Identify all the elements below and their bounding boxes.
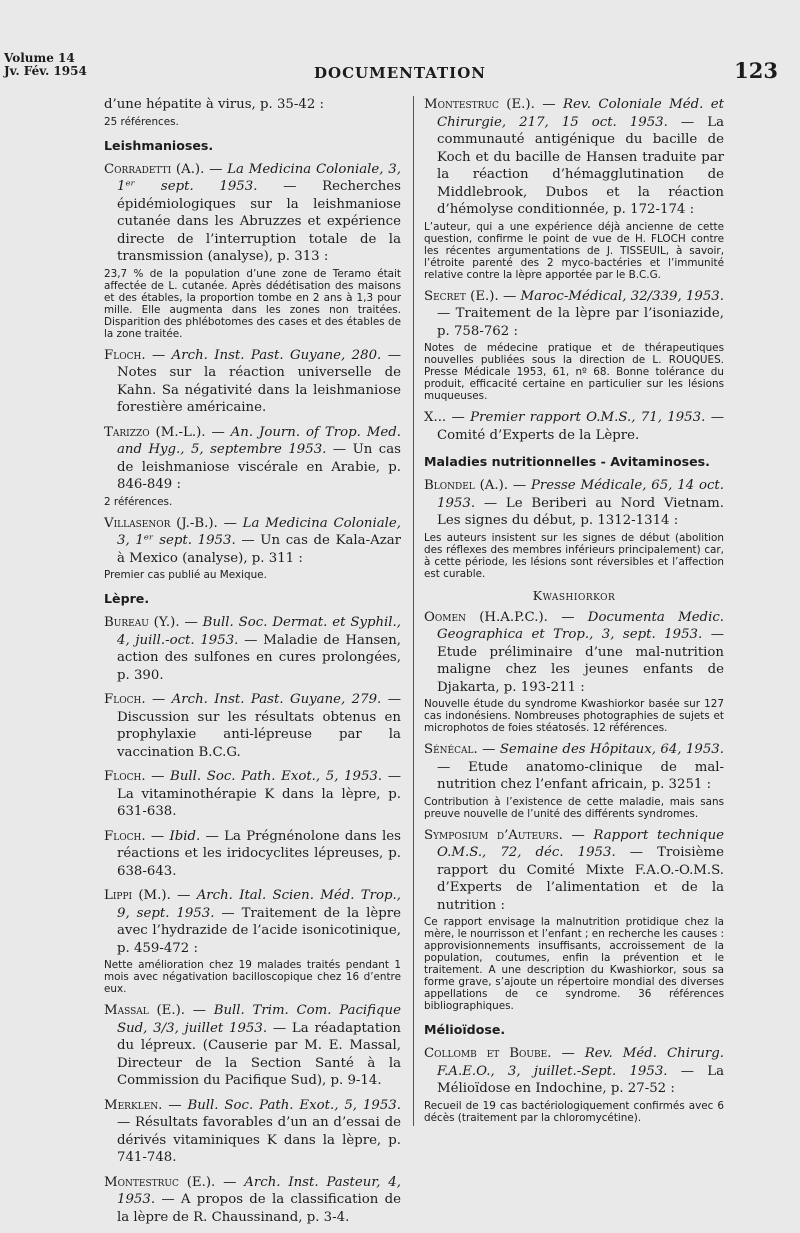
journal-reference: — La Medicina Coloniale, 3, 1ᵉʳ sept. 1953. [117,515,401,548]
article-title: — La Mélioïdose en Indochine, p. 27-52 : [437,1063,725,1096]
journal-reference: — Arch. Ital. Scien. Méd. Trop., 9, sept. 1953. [117,888,401,921]
journal-reference: — Arch. Inst. Past. Guyane, 280. [151,347,382,363]
citation [104,424,401,494]
author-name: Lippi (M.). [104,888,171,903]
citation [104,828,401,881]
citation [104,96,401,114]
journal-reference: — Bull. Soc. Path. Exot., 5, 1953. [168,1097,401,1113]
article-title: — La Prégnénolone dans les réactions et les iridocyclites lépreuses, p. 638-643. [117,828,401,879]
bibliography-entry [104,96,401,128]
citation [104,347,401,417]
bibliography-entry [424,609,724,735]
citation [424,288,724,341]
journal-reference: — Rev. Coloniale Méd. et Chirurgie, 217, 15 oct. 1953. [437,97,724,130]
author-name: Sénécal. [424,742,478,757]
citation [424,96,724,219]
citation [104,887,401,957]
article-title: — Etude anatomo-clinique de mal-nutrition chez l’enfant africain, p. 3251 : [437,759,724,792]
section-heading: Maladies nutritionnelles - Avitaminoses. [424,454,710,469]
journal-reference: — Bull. Trim. Com. Pacifique Sud, 3/3, juillet 1953. [117,1003,401,1036]
author-name: Floch. [104,828,146,844]
abstract-note: 25 références. [104,115,179,128]
abstract-note: 2 références. [104,495,173,508]
journal-reference: — Arch. Inst. Past. Guyane, 279. [151,692,382,707]
abstract-note: L’auteur, qui a une expérience déjà ancienne de cette question, confirme le point de vue de H. FLOCH contre les récentes argumentations de J. TISSEUIL, à savoir, l’étroite parenté des 2 myco-bactéries et l’immunité relative contre la lèpre apportée par le B.C.G. [424,220,724,281]
bibliography-entry [424,1045,724,1124]
section-heading: Lèpre. [104,591,150,606]
article-title: — Le Beriberi au Nord Vietnam. Les signes du début, p. 1312-1314 : [437,495,725,528]
citation [424,477,724,530]
section-subheading: Kwashiorkor [532,587,616,603]
article-title: — Traitement de la lèpre avec l’hydrazide de l’acide isonicotinique, p. 459-472 : [117,905,401,956]
author-name: Oomen (H.A.P.C.). [424,609,548,625]
right-column [424,96,724,1131]
citation [104,614,401,684]
journal-reference: — Presse Médicale, 65, 14 oct. 1953. [437,478,724,511]
article-title: — Troisième rapport du Comité Mixte F.A.O.-O.M.S. d’Experts de l’alimentation et de la nutrition : [437,845,724,913]
article-title: — Etude préliminaire d’une mal-nutrition maligne chez les jeunes enfants de Djakarta, p. 193-211 : [437,627,724,695]
abstract-note: Nouvelle étude du syndrome Kwashiorkor basée sur 127 cas indonésiens. Nombreuses photographies de sujets et microphotos de foies stéatosés. 12 références. [424,698,724,734]
citation [104,1174,401,1227]
journal-reference: — Semaine des Hôpitaux, 64, 1953. [482,742,724,757]
author-name: X... [424,410,447,425]
author-name: Montestruc (E.). [104,1174,216,1190]
abstract-note: Ce rapport envisage la malnutrition protidique chez la mère, le nourrisson et l’enfant ; en recherche les causes : approvisionnements insuffisants, accroissement de la population, coutumes, enfin la prévention et le traitement. A une description du Kwashiorkor, sous sa forme grave, s’ajoute un répertoire mondial des diverses appellations de ce syndrome. 36 références bibliographiques. [424,916,724,1012]
citation [424,1045,724,1098]
citation [104,691,401,761]
author-name: Secret (E.). [424,288,499,304]
abstract-note: 23,7 % de la population d’une zone de Teramo était affectée de L. cutanée. Après dédétisation des maisons et des étables, la proportion tombe en 2 ans à 1,3 pour mille. Elle augmenta dans les zones non traitées. Disparition des phlébotomes des cases et des étables de la zone traitée. [104,267,401,340]
left-column [104,96,401,1233]
citation [104,515,401,568]
bibliography-entry [104,1002,401,1090]
journal-reference: — Rapport technique O.M.S., 72, déc. 1953. [437,827,724,860]
section-heading: Mélioïdose. [424,1022,506,1037]
article-title: — La vitaminothérapie K dans la lèpre, p. 631-638. [117,769,401,819]
citation [104,1097,401,1167]
author-name: Collomb et Boube. [424,1046,552,1061]
bibliography-entry [104,1174,401,1227]
citation [424,741,724,794]
journal-reference: — Bull. Soc. Dermat. et Syphil., 4, juill.-oct. 1953. [117,615,401,648]
bibliography-entry [104,768,401,821]
author-name: Bureau (Y.). [104,615,180,630]
author-name: Floch. [104,769,146,784]
bibliography-entry [104,515,401,582]
journal-reference: — Premier rapport O.M.S., 71, 1953. [451,410,706,425]
author-name: Blondel (A.). [424,478,509,493]
article-title: — Traitement de la lèpre par l’isoniazide, p. 758-762 : [437,306,724,339]
running-title: DOCUMENTATION [314,64,486,82]
article-title: — Comité d’Experts de la Lèpre. [437,410,724,443]
article-title: — Recherches épidémiologiques sur la leishmaniose cutanée dans les Abruzzes et expérience directe de l’interruption totale de la transmission (analyse), p. 313 : [117,179,401,264]
author-name: Symposium d’Auteurs. [424,827,563,843]
citation [104,768,401,821]
citation-text: d’une hépatite à virus, p. 35-42 : [104,97,324,112]
journal-reference: — Ibid. [150,828,201,844]
author-name: Corradetti (A.). [104,161,205,177]
journal-reference: — An. Journ. of Trop. Med. and Hyg., 5, septembre 1953. [117,424,401,457]
journal-reference: — Maroc-Médical, 32/339, 1953. [502,288,724,304]
author-name: Montestruc (E.). [424,97,535,112]
bibliography-entry [424,288,724,403]
citation [424,827,724,915]
article-title: — La communauté antigénique du bacille de Koch et du bacille de Hansen traduite par la réaction d’hémagglutination de Middlebrook, Dubos et la réaction d’hémolyse conditionnée, p. 172-174 : [437,114,725,217]
bibliography-entry [104,1097,401,1167]
section-heading: Leishmanioses. [104,137,214,153]
author-name: Merklen. [104,1097,163,1113]
abstract-note: Contribution à l’existence de cette maladie, mais sans preuve nouvelle de l’unité des différents syndromes. [424,795,724,820]
journal-reference: — Arch. Inst. Pasteur, 4, 1953. [117,1174,401,1207]
bibliography-entry [104,887,401,995]
volume-line-2: Jv. Fév. 1954 [4,64,87,78]
bibliography-entry [424,409,724,444]
article-title: — Maladie de Hansen, action des sulfones en cures prolongées, p. 390. [117,632,401,683]
citation [424,409,724,444]
volume-line-1: Volume 14 [4,51,75,65]
bibliography-entry [104,347,401,417]
author-name: Tarizzo (M.-L.). [104,424,206,440]
article-title: — Notes sur la réaction universelle de Kahn. Sa négativité dans la leishmaniose forestière américaine. [117,347,402,415]
journal-reference: — Rev. Méd. Chirurg. F.A.E.O., 3, juillet.-Sept. 1953. [437,1046,724,1079]
article-title: — La réadaptation du lépreux. (Causerie par M. E. Massal, Directeur de la Section Santé à la Commission du Pacifique Sud), p. 9-14. [117,1020,401,1088]
bibliography-entry [424,477,724,580]
article-title: — Un cas de Kala-Azar à Mexico (analyse), p. 311 : [117,533,401,566]
article-title: — Un cas de leishmaniose viscérale en Arabie, p. 846-849 : [117,442,402,492]
abstract-note: Notes de médecine pratique et de thérapeutiques nouvelles publiées sous la direction de L. ROUQUES. Presse Médicale 1953, 61, nº 68. Bonne tolérance du produit, efficacité certaine en particulier sur les lésions muqueuses. [424,342,724,402]
bibliography-entry [104,828,401,881]
author-name: Floch. [104,347,146,363]
citation [424,609,724,697]
bibliography-entry [424,741,724,820]
citation [104,161,401,266]
abstract-note: Nette amélioration chez 19 malades traités pendant 1 mois avec négativation bacilloscopique chez 16 d’entre eux. [104,959,401,995]
citation [104,1002,401,1090]
article-title: — Discussion sur les résultats obtenus en prophylaxie anti-lépreuse par la vaccination B.C.G. [117,692,402,760]
journal-reference: — Documenta Medic. Geographica et Trop., 3, sept. 1953. [437,609,724,642]
bibliography-entry [104,161,401,340]
journal-reference: — Bull. Soc. Path. Exot., 5, 1953. [151,769,383,784]
abstract-note: Recueil de 19 cas bactériologiquement confirmés avec 6 décès (traitement par la chloromycétine). [424,1099,724,1124]
article-title: — Résultats favorables d’un an d’essai de dérivés vitaminiques K dans la lèpre, p. 741-748. [117,1115,401,1165]
author-name: Villasenor (J.-B.). [104,515,218,531]
bibliography-entry [104,614,401,684]
author-name: Massal (E.). [104,1003,185,1018]
article-title: — A propos de la classification de la lèpre de R. Chaussinand, p. 3-4. [117,1192,401,1225]
bibliography-entry [104,424,401,508]
abstract-note: Les auteurs insistent sur les signes de début (abolition des réflexes des membres inférieurs principalement) car, à cette période, les lésions sont réversibles et l’affection est curable. [424,531,724,580]
author-name: Floch. [104,692,146,707]
bibliography-entry [104,691,401,761]
journal-reference: — La Medicina Coloniale, 3, 1ᵉʳ sept. 1953. [117,161,401,194]
bibliography-entry [424,96,724,281]
bibliography-entry [424,827,724,1013]
abstract-note: Premier cas publié au Mexique. [104,569,267,581]
column-divider [413,96,414,1126]
page-number: 123 [734,58,778,83]
